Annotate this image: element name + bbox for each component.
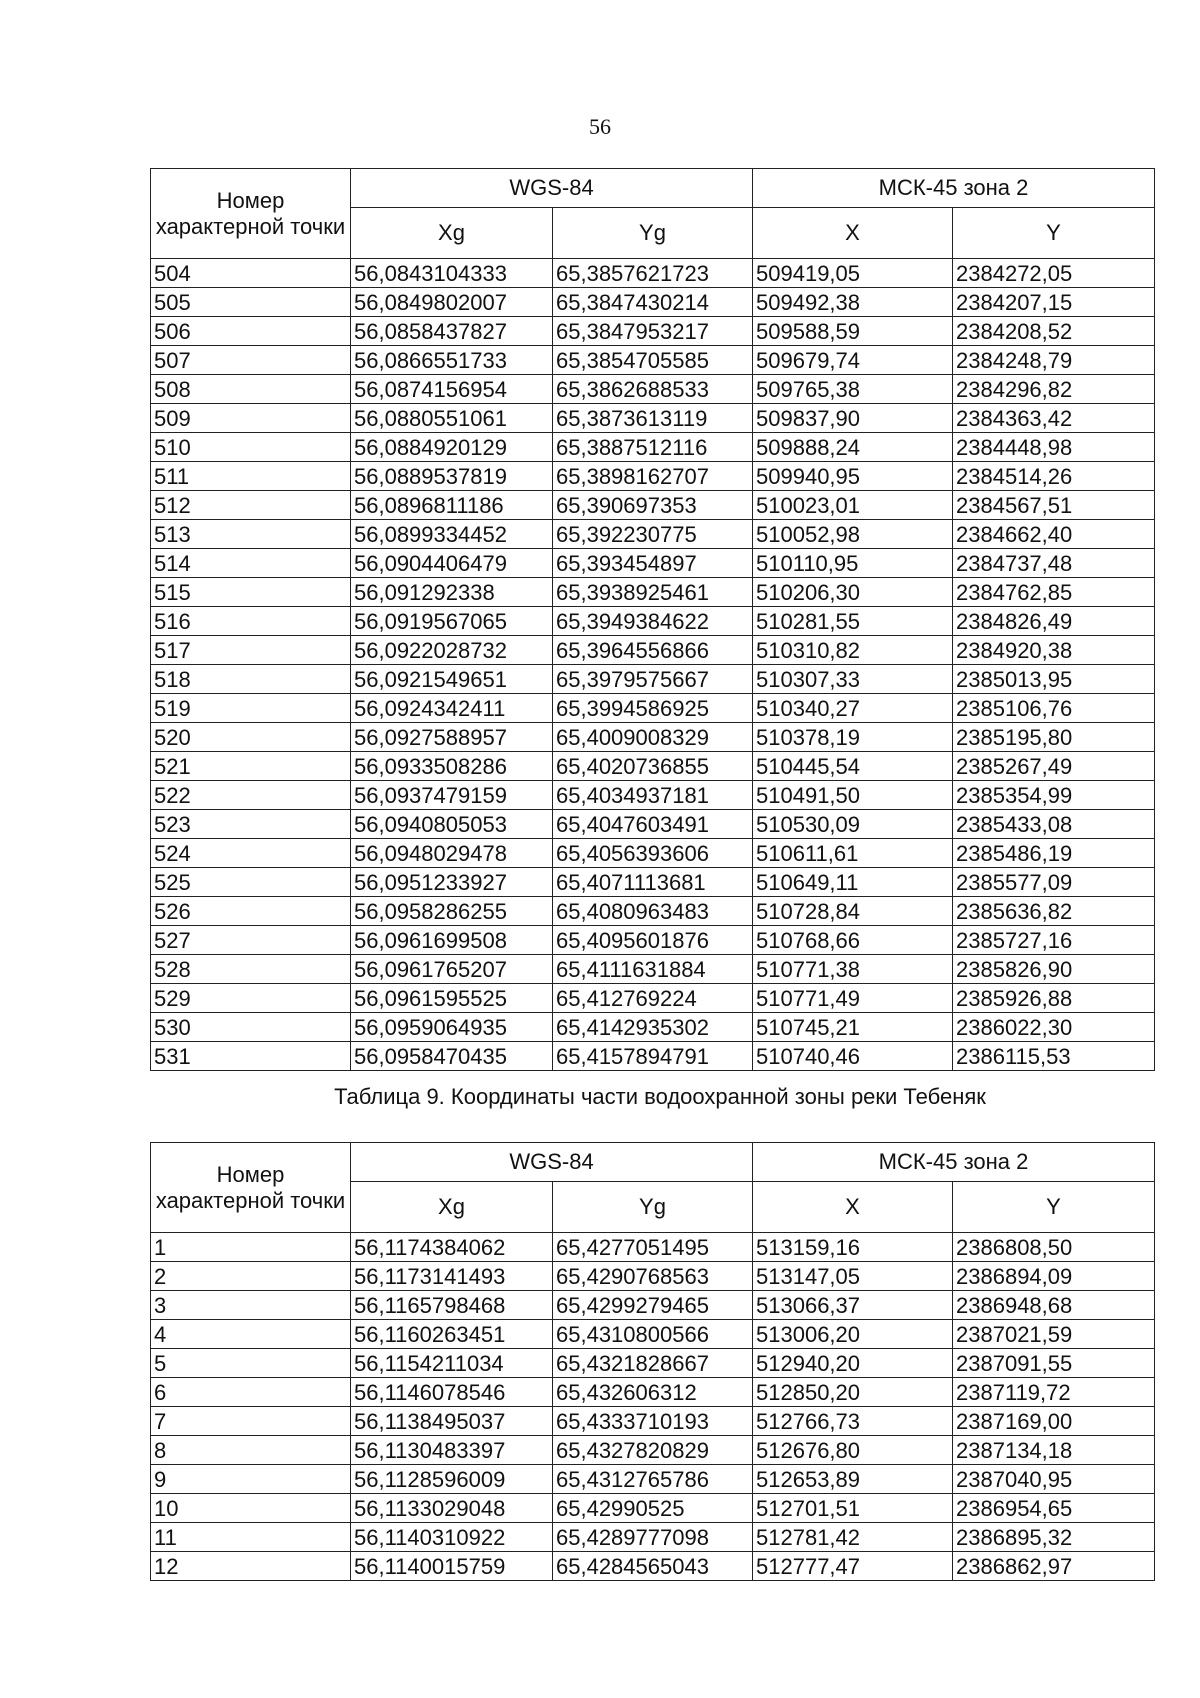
msk-y-cell: 2384363,42	[953, 404, 1155, 433]
point-number-cell: 5	[151, 1349, 351, 1378]
wgs-yg-cell: 65,3964556866	[553, 636, 753, 665]
table-row	[151, 1407, 1155, 1436]
msk-y-cell: 2386894,09	[953, 1262, 1155, 1291]
table-row	[151, 259, 1155, 288]
wgs-yg-cell: 65,4157894791	[553, 1042, 753, 1071]
msk-x-cell: 510728,84	[753, 897, 953, 926]
point-number-cell: 517	[151, 636, 351, 665]
wgs-xg-cell: 56,1128596009	[351, 1465, 553, 1494]
msk-y-cell: 2384662,40	[953, 520, 1155, 549]
wgs-xg-cell: 56,0958286255	[351, 897, 553, 926]
point-number-cell: 515	[151, 578, 351, 607]
msk-x-cell: 510023,01	[753, 491, 953, 520]
point-number-cell: 525	[151, 868, 351, 897]
msk-x-cell: 509679,74	[753, 346, 953, 375]
msk-y-cell: 2385727,16	[953, 926, 1155, 955]
point-number-cell: 12	[151, 1552, 351, 1581]
wgs-yg-cell: 65,4142935302	[553, 1013, 753, 1042]
table-row	[151, 520, 1155, 549]
wgs-yg-cell: 65,4310800566	[553, 1320, 753, 1349]
msk-y-cell: 2386115,53	[953, 1042, 1155, 1071]
msk-x-cell: 510378,19	[753, 723, 953, 752]
point-number-cell: 516	[151, 607, 351, 636]
header-point-number: Номер характерной точки	[151, 1143, 351, 1233]
table-row	[151, 578, 1155, 607]
wgs-xg-cell: 56,0948029478	[351, 839, 553, 868]
wgs-yg-cell: 65,412769224	[553, 984, 753, 1013]
wgs-yg-cell: 65,4111631884	[553, 955, 753, 984]
table-row	[151, 346, 1155, 375]
header-msk45: МСК-45 зона 2	[753, 1143, 1155, 1182]
header-x: X	[753, 208, 953, 259]
wgs-yg-cell: 65,4289777098	[553, 1523, 753, 1552]
point-number-cell: 508	[151, 375, 351, 404]
wgs-yg-cell: 65,4034937181	[553, 781, 753, 810]
table-row	[151, 1494, 1155, 1523]
msk-x-cell: 512781,42	[753, 1523, 953, 1552]
table-row	[151, 1465, 1155, 1494]
msk-y-cell: 2384448,98	[953, 433, 1155, 462]
msk-y-cell: 2384208,52	[953, 317, 1155, 346]
msk-x-cell: 509888,24	[753, 433, 953, 462]
wgs-xg-cell: 56,0961699508	[351, 926, 553, 955]
point-number-cell: 513	[151, 520, 351, 549]
wgs-yg-cell: 65,4290768563	[553, 1262, 753, 1291]
point-number-cell: 4	[151, 1320, 351, 1349]
wgs-xg-cell: 56,0940805053	[351, 810, 553, 839]
table-1-body	[151, 259, 1155, 1071]
wgs-yg-cell: 65,3873613119	[553, 404, 753, 433]
header-wgs84: WGS-84	[351, 1143, 753, 1182]
wgs-yg-cell: 65,3994586925	[553, 694, 753, 723]
coordinates-table-1	[150, 168, 1155, 1071]
wgs-yg-cell: 65,4299279465	[553, 1291, 753, 1320]
wgs-xg-cell: 56,1174384062	[351, 1233, 553, 1262]
table-row	[151, 694, 1155, 723]
table-row	[151, 1013, 1155, 1042]
msk-y-cell: 2386895,32	[953, 1523, 1155, 1552]
msk-y-cell: 2384762,85	[953, 578, 1155, 607]
wgs-yg-cell: 65,42990525	[553, 1494, 753, 1523]
wgs-yg-cell: 65,4009008329	[553, 723, 753, 752]
msk-y-cell: 2385926,88	[953, 984, 1155, 1013]
point-number-cell: 521	[151, 752, 351, 781]
wgs-xg-cell: 56,1173141493	[351, 1262, 553, 1291]
wgs-xg-cell: 56,0880551061	[351, 404, 553, 433]
msk-x-cell: 513066,37	[753, 1291, 953, 1320]
table-row	[151, 1552, 1155, 1581]
msk-x-cell: 510310,82	[753, 636, 953, 665]
msk-y-cell: 2386022,30	[953, 1013, 1155, 1042]
msk-x-cell: 510768,66	[753, 926, 953, 955]
wgs-xg-cell: 56,0921549651	[351, 665, 553, 694]
header-xg: Xg	[351, 208, 553, 259]
point-number-cell: 504	[151, 259, 351, 288]
wgs-yg-cell: 65,4020736855	[553, 752, 753, 781]
msk-x-cell: 512766,73	[753, 1407, 953, 1436]
point-number-cell: 523	[151, 810, 351, 839]
point-number-cell: 506	[151, 317, 351, 346]
msk-x-cell: 510745,21	[753, 1013, 953, 1042]
wgs-xg-cell: 56,0959064935	[351, 1013, 553, 1042]
wgs-yg-cell: 65,4277051495	[553, 1233, 753, 1262]
wgs-yg-cell: 65,3887512116	[553, 433, 753, 462]
table-row	[151, 839, 1155, 868]
table-row	[151, 1436, 1155, 1465]
wgs-yg-cell: 65,3938925461	[553, 578, 753, 607]
wgs-yg-cell: 65,392230775	[553, 520, 753, 549]
msk-x-cell: 510649,11	[753, 868, 953, 897]
msk-y-cell: 2386862,97	[953, 1552, 1155, 1581]
table-row	[151, 404, 1155, 433]
table-row	[151, 781, 1155, 810]
point-number-cell: 3	[151, 1291, 351, 1320]
point-number-cell: 527	[151, 926, 351, 955]
msk-y-cell: 2384920,38	[953, 636, 1155, 665]
wgs-yg-cell: 65,3857621723	[553, 259, 753, 288]
table-row	[151, 1349, 1155, 1378]
msk-y-cell: 2385013,95	[953, 665, 1155, 694]
wgs-xg-cell: 56,0922028732	[351, 636, 553, 665]
wgs-xg-cell: 56,1146078546	[351, 1378, 553, 1407]
table-row	[151, 288, 1155, 317]
table-row	[151, 1291, 1155, 1320]
msk-x-cell: 512940,20	[753, 1349, 953, 1378]
wgs-xg-cell: 56,0927588957	[351, 723, 553, 752]
msk-x-cell: 512701,51	[753, 1494, 953, 1523]
msk-y-cell: 2384567,51	[953, 491, 1155, 520]
point-number-cell: 11	[151, 1523, 351, 1552]
msk-y-cell: 2386948,68	[953, 1291, 1155, 1320]
msk-y-cell: 2387169,00	[953, 1407, 1155, 1436]
wgs-xg-cell: 56,0958470435	[351, 1042, 553, 1071]
msk-x-cell: 513147,05	[753, 1262, 953, 1291]
table-row	[151, 1378, 1155, 1407]
wgs-xg-cell: 56,0896811186	[351, 491, 553, 520]
table-row	[151, 636, 1155, 665]
msk-y-cell: 2384737,48	[953, 549, 1155, 578]
table-row	[151, 723, 1155, 752]
wgs-yg-cell: 65,4321828667	[553, 1349, 753, 1378]
msk-y-cell: 2385577,09	[953, 868, 1155, 897]
wgs-yg-cell: 65,3854705585	[553, 346, 753, 375]
msk-x-cell: 510052,98	[753, 520, 953, 549]
point-number-cell: 514	[151, 549, 351, 578]
wgs-xg-cell: 56,1165798468	[351, 1291, 553, 1320]
wgs-xg-cell: 56,0843104333	[351, 259, 553, 288]
msk-x-cell: 510281,55	[753, 607, 953, 636]
wgs-xg-cell: 56,0961765207	[351, 955, 553, 984]
msk-x-cell: 512653,89	[753, 1465, 953, 1494]
msk-x-cell: 510771,38	[753, 955, 953, 984]
wgs-xg-cell: 56,1138495037	[351, 1407, 553, 1436]
wgs-xg-cell: 56,1133029048	[351, 1494, 553, 1523]
point-number-cell: 507	[151, 346, 351, 375]
msk-x-cell: 510206,30	[753, 578, 953, 607]
point-number-cell: 505	[151, 288, 351, 317]
wgs-yg-cell: 65,3898162707	[553, 462, 753, 491]
wgs-xg-cell: 56,0951233927	[351, 868, 553, 897]
point-number-cell: 10	[151, 1494, 351, 1523]
wgs-xg-cell: 56,1160263451	[351, 1320, 553, 1349]
wgs-yg-cell: 65,3949384622	[553, 607, 753, 636]
wgs-xg-cell: 56,0849802007	[351, 288, 553, 317]
table-row	[151, 1320, 1155, 1349]
point-number-cell: 511	[151, 462, 351, 491]
wgs-yg-cell: 65,4095601876	[553, 926, 753, 955]
wgs-xg-cell: 56,0924342411	[351, 694, 553, 723]
point-number-cell: 522	[151, 781, 351, 810]
header-xg: Xg	[351, 1182, 553, 1233]
point-number-cell: 531	[151, 1042, 351, 1071]
point-number-cell: 9	[151, 1465, 351, 1494]
point-number-cell: 528	[151, 955, 351, 984]
table-row	[151, 1233, 1155, 1262]
point-number-cell: 520	[151, 723, 351, 752]
msk-x-cell: 509837,90	[753, 404, 953, 433]
wgs-xg-cell: 56,0899334452	[351, 520, 553, 549]
wgs-yg-cell: 65,4327820829	[553, 1436, 753, 1465]
table-row	[151, 665, 1155, 694]
msk-x-cell: 510445,54	[753, 752, 953, 781]
table-row	[151, 491, 1155, 520]
msk-x-cell: 510771,49	[753, 984, 953, 1013]
table-row	[151, 868, 1155, 897]
point-number-cell: 509	[151, 404, 351, 433]
msk-y-cell: 2387040,95	[953, 1465, 1155, 1494]
table-row	[151, 607, 1155, 636]
header-yg: Yg	[553, 1182, 753, 1233]
header-y: Y	[953, 1182, 1155, 1233]
wgs-xg-cell: 56,1140015759	[351, 1552, 553, 1581]
wgs-yg-cell: 65,393454897	[553, 549, 753, 578]
msk-y-cell: 2384207,15	[953, 288, 1155, 317]
wgs-yg-cell: 65,4080963483	[553, 897, 753, 926]
msk-x-cell: 512850,20	[753, 1378, 953, 1407]
page-number: 56	[589, 114, 611, 139]
msk-y-cell: 2385195,80	[953, 723, 1155, 752]
header-y: Y	[953, 208, 1155, 259]
wgs-xg-cell: 56,091292338	[351, 578, 553, 607]
msk-y-cell: 2386808,50	[953, 1233, 1155, 1262]
point-number-cell: 1	[151, 1233, 351, 1262]
msk-y-cell: 2387119,72	[953, 1378, 1155, 1407]
msk-x-cell: 510491,50	[753, 781, 953, 810]
msk-y-cell: 2385354,99	[953, 781, 1155, 810]
msk-y-cell: 2387134,18	[953, 1436, 1155, 1465]
header-wgs84: WGS-84	[351, 169, 753, 208]
msk-y-cell: 2384272,05	[953, 259, 1155, 288]
wgs-xg-cell: 56,0889537819	[351, 462, 553, 491]
point-number-cell: 6	[151, 1378, 351, 1407]
wgs-yg-cell: 65,4284565043	[553, 1552, 753, 1581]
msk-x-cell: 509588,59	[753, 317, 953, 346]
msk-y-cell: 2385267,49	[953, 752, 1155, 781]
table-row	[151, 1042, 1155, 1071]
point-number-cell: 2	[151, 1262, 351, 1291]
msk-x-cell: 510740,46	[753, 1042, 953, 1071]
table-row	[151, 955, 1155, 984]
msk-y-cell: 2387091,55	[953, 1349, 1155, 1378]
wgs-yg-cell: 65,4333710193	[553, 1407, 753, 1436]
msk-y-cell: 2386954,65	[953, 1494, 1155, 1523]
msk-y-cell: 2384248,79	[953, 346, 1155, 375]
wgs-yg-cell: 65,4047603491	[553, 810, 753, 839]
msk-x-cell: 513159,16	[753, 1233, 953, 1262]
point-number-cell: 524	[151, 839, 351, 868]
msk-y-cell: 2384514,26	[953, 462, 1155, 491]
msk-x-cell: 509492,38	[753, 288, 953, 317]
table-row	[151, 549, 1155, 578]
msk-x-cell: 510611,61	[753, 839, 953, 868]
table-row	[151, 375, 1155, 404]
wgs-xg-cell: 56,0937479159	[351, 781, 553, 810]
wgs-yg-cell: 65,3847430214	[553, 288, 753, 317]
wgs-xg-cell: 56,1140310922	[351, 1523, 553, 1552]
msk-y-cell: 2384296,82	[953, 375, 1155, 404]
wgs-xg-cell: 56,0858437827	[351, 317, 553, 346]
msk-x-cell: 509419,05	[753, 259, 953, 288]
point-number-cell: 530	[151, 1013, 351, 1042]
table-row	[151, 462, 1155, 491]
wgs-xg-cell: 56,1130483397	[351, 1436, 553, 1465]
wgs-yg-cell: 65,3847953217	[553, 317, 753, 346]
msk-y-cell: 2384826,49	[953, 607, 1155, 636]
header-x: X	[753, 1182, 953, 1233]
table-row	[151, 984, 1155, 1013]
msk-x-cell: 512676,80	[753, 1436, 953, 1465]
wgs-yg-cell: 65,390697353	[553, 491, 753, 520]
wgs-xg-cell: 56,0884920129	[351, 433, 553, 462]
table-row	[151, 897, 1155, 926]
point-number-cell: 8	[151, 1436, 351, 1465]
header-msk45: МСК-45 зона 2	[753, 169, 1155, 208]
table-2-body	[151, 1233, 1155, 1581]
table-row	[151, 1262, 1155, 1291]
wgs-yg-cell: 65,432606312	[553, 1378, 753, 1407]
msk-x-cell: 509765,38	[753, 375, 953, 404]
table-row	[151, 317, 1155, 346]
msk-x-cell: 509940,95	[753, 462, 953, 491]
msk-y-cell: 2385433,08	[953, 810, 1155, 839]
coordinates-table-2	[150, 1142, 1155, 1581]
table-row	[151, 1523, 1155, 1552]
wgs-yg-cell: 65,4071113681	[553, 868, 753, 897]
point-number-cell: 529	[151, 984, 351, 1013]
msk-y-cell: 2385636,82	[953, 897, 1155, 926]
point-number-cell: 519	[151, 694, 351, 723]
point-number-cell: 518	[151, 665, 351, 694]
msk-x-cell: 512777,47	[753, 1552, 953, 1581]
table-caption: Таблица 9. Координаты части водоохранной зоны реки Тебеняк	[334, 1084, 986, 1109]
wgs-xg-cell: 56,0919567065	[351, 607, 553, 636]
wgs-xg-cell: 56,1154211034	[351, 1349, 553, 1378]
table-row	[151, 810, 1155, 839]
wgs-xg-cell: 56,0874156954	[351, 375, 553, 404]
wgs-yg-cell: 65,3979575667	[553, 665, 753, 694]
wgs-xg-cell: 56,0866551733	[351, 346, 553, 375]
point-number-cell: 526	[151, 897, 351, 926]
wgs-yg-cell: 65,4056393606	[553, 839, 753, 868]
table-row	[151, 433, 1155, 462]
msk-x-cell: 513006,20	[753, 1320, 953, 1349]
table-row	[151, 926, 1155, 955]
point-number-cell: 512	[151, 491, 351, 520]
msk-y-cell: 2385106,76	[953, 694, 1155, 723]
wgs-yg-cell: 65,4312765786	[553, 1465, 753, 1494]
header-yg: Yg	[553, 208, 753, 259]
point-number-cell: 7	[151, 1407, 351, 1436]
msk-x-cell: 510307,33	[753, 665, 953, 694]
msk-x-cell: 510110,95	[753, 549, 953, 578]
wgs-xg-cell: 56,0904406479	[351, 549, 553, 578]
msk-x-cell: 510340,27	[753, 694, 953, 723]
table-row	[151, 752, 1155, 781]
header-point-number: Номер характерной точки	[151, 169, 351, 259]
point-number-cell: 510	[151, 433, 351, 462]
msk-y-cell: 2385826,90	[953, 955, 1155, 984]
msk-y-cell: 2385486,19	[953, 839, 1155, 868]
msk-x-cell: 510530,09	[753, 810, 953, 839]
wgs-xg-cell: 56,0933508286	[351, 752, 553, 781]
wgs-xg-cell: 56,0961595525	[351, 984, 553, 1013]
msk-y-cell: 2387021,59	[953, 1320, 1155, 1349]
wgs-yg-cell: 65,3862688533	[553, 375, 753, 404]
